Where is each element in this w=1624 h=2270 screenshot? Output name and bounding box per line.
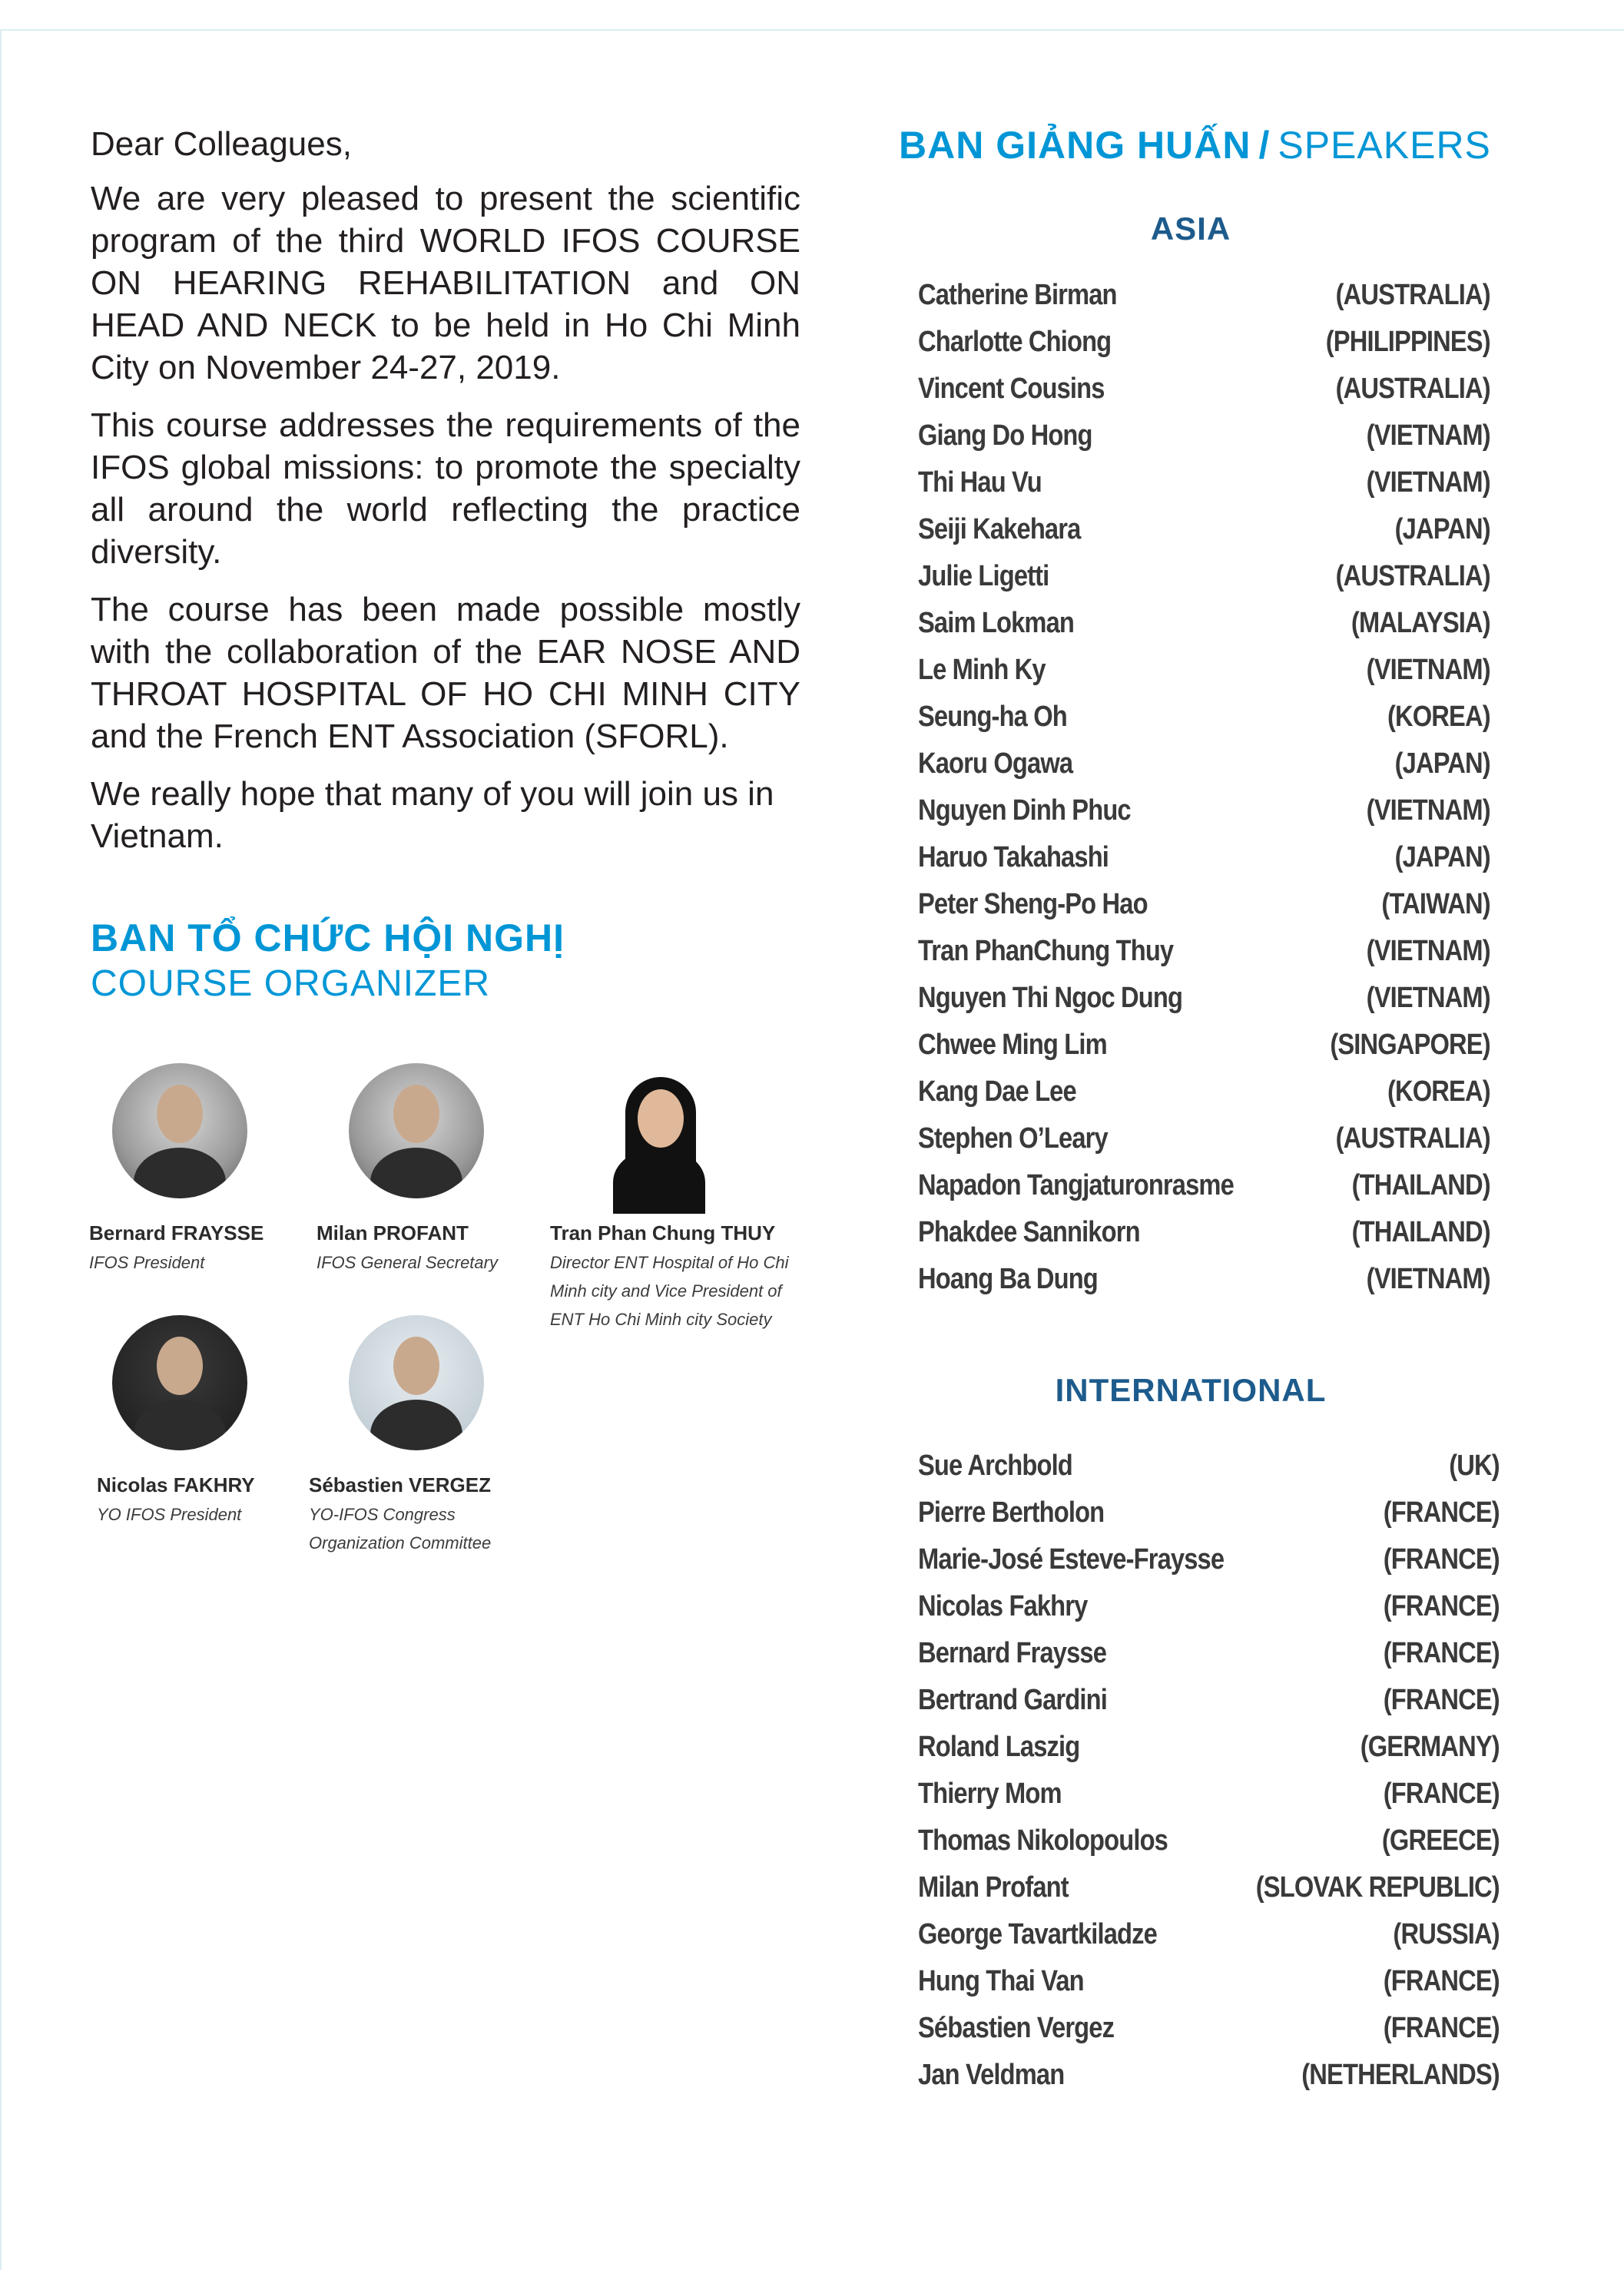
speaker-country: (VIETNAM) bbox=[1366, 466, 1490, 499]
speaker-country: (VIETNAM) bbox=[1366, 935, 1490, 967]
avatar bbox=[112, 1315, 247, 1450]
speaker-name: George Tavartkiladze bbox=[918, 1918, 1157, 1950]
avatar bbox=[349, 1063, 484, 1198]
speaker-country: (JAPAN) bbox=[1394, 747, 1490, 780]
speaker-country: (THAILAND) bbox=[1351, 1169, 1490, 1201]
speaker-name: Tran PhanChung Thuy bbox=[918, 935, 1174, 967]
speaker-country: (JAPAN) bbox=[1394, 841, 1490, 873]
speaker-country: (MALAYSIA) bbox=[1351, 607, 1490, 639]
organizer-name: Sébastien VERGEZ bbox=[309, 1473, 491, 1496]
speaker-name: Catherine Birman bbox=[918, 279, 1117, 311]
letter-paragraph: This course addresses the requirements of the IFOS global missions: to promote the specialty all around the world reflecting the practice diversity. bbox=[91, 406, 800, 571]
speaker-name: Julie Ligetti bbox=[918, 560, 1049, 592]
speaker-country: (FRANCE) bbox=[1383, 1778, 1500, 1810]
speaker-row bbox=[918, 413, 1490, 459]
speaker-country: (AUSTRALIA) bbox=[1335, 373, 1490, 405]
speaker-row bbox=[918, 600, 1490, 647]
speaker-row bbox=[918, 2005, 1500, 2052]
speakers-title-slash: / bbox=[1258, 124, 1271, 167]
speaker-row bbox=[918, 459, 1490, 506]
speaker-row bbox=[918, 1911, 1500, 1958]
speaker-country: (SINGAPORE) bbox=[1330, 1029, 1490, 1061]
organizer-role: Director ENT Hospital of Ho Chi Minh city and Vice President of ENT Ho Chi Minh city Society bbox=[550, 1253, 789, 1329]
speaker-row bbox=[918, 506, 1490, 553]
speaker-row bbox=[918, 1069, 1490, 1115]
speaker-row bbox=[918, 553, 1490, 600]
speaker-name: Seiji Kakehara bbox=[918, 513, 1081, 545]
speaker-name: Charlotte Chiong bbox=[918, 326, 1112, 358]
speaker-row bbox=[918, 272, 1490, 319]
speaker-row bbox=[918, 1443, 1500, 1490]
speaker-country: (TAIWAN) bbox=[1381, 888, 1490, 920]
speaker-row bbox=[918, 1958, 1500, 2005]
speaker-name: Bernard Fraysse bbox=[918, 1637, 1107, 1669]
speaker-name: Kaoru Ogawa bbox=[918, 747, 1073, 780]
speaker-row bbox=[918, 741, 1490, 787]
speaker-country: (KOREA) bbox=[1387, 1075, 1490, 1108]
speaker-row bbox=[918, 1724, 1500, 1771]
speaker-row bbox=[918, 694, 1490, 741]
letter-paragraph: The course has been made possible mostly with the collaboration of the EAR NOSE AND THROAT HOSPITAL OF HO CHI MINH CITY and the French ENT Association (SFORL). bbox=[91, 591, 800, 755]
speakers-title-vn: BAN GIẢNG HUẤN bbox=[899, 124, 1251, 167]
speaker-country: (VIETNAM) bbox=[1366, 982, 1490, 1014]
speaker-row bbox=[918, 881, 1490, 928]
speaker-country: (AUSTRALIA) bbox=[1335, 279, 1490, 311]
speaker-row bbox=[918, 1209, 1490, 1256]
speaker-list-asia bbox=[918, 272, 1583, 1303]
speaker-name: Saim Lokman bbox=[918, 607, 1075, 639]
speaker-name: Roland Laszig bbox=[918, 1731, 1080, 1763]
organizer-name: Milan PROFANT bbox=[317, 1221, 469, 1244]
speaker-country: (GREECE) bbox=[1381, 1824, 1500, 1857]
speaker-name: Kang Dae Lee bbox=[918, 1075, 1076, 1108]
speaker-country: (AUSTRALIA) bbox=[1335, 560, 1490, 592]
speaker-name: Napadon Tangjaturonrasme bbox=[918, 1169, 1234, 1201]
speaker-name: Vincent Cousins bbox=[918, 373, 1105, 405]
speaker-list-international bbox=[918, 1443, 1594, 2099]
speaker-country: (FRANCE) bbox=[1383, 1590, 1500, 1622]
speaker-country: (PHILIPPINES) bbox=[1325, 326, 1490, 358]
organizer-name: Nicolas FAKHRY bbox=[97, 1473, 255, 1496]
speaker-country: (SLOVAK REPUBLIC) bbox=[1255, 1871, 1500, 1904]
speakers-heading bbox=[899, 123, 1491, 167]
speaker-country: (UK) bbox=[1449, 1450, 1500, 1482]
speaker-row bbox=[918, 928, 1490, 975]
speaker-name: Thi Hau Vu bbox=[918, 466, 1042, 499]
organizer-card bbox=[550, 1063, 811, 1334]
speaker-row bbox=[918, 2052, 1500, 2099]
organizer-name: Bernard FRAYSSE bbox=[89, 1221, 264, 1244]
speaker-country: (FRANCE) bbox=[1383, 2012, 1500, 2044]
speaker-name: Hoang Ba Dung bbox=[918, 1263, 1098, 1295]
speaker-name: Nguyen Thi Ngoc Dung bbox=[918, 982, 1183, 1014]
speaker-row bbox=[918, 1818, 1500, 1864]
speaker-name: Thierry Mom bbox=[918, 1778, 1062, 1810]
letter-paragraph: We are very pleased to present the scientific program of the third WORLD IFOS COURSE ON HEARING REHABILITATION and ON HEAD AND NECK to be held in Ho Chi Minh City on November 24-27, 2019. bbox=[91, 180, 800, 386]
speaker-name: Pierre Bertholon bbox=[918, 1496, 1105, 1529]
speaker-row bbox=[918, 1677, 1500, 1724]
speaker-row bbox=[918, 1771, 1500, 1818]
speaker-name: Le Minh Ky bbox=[918, 654, 1046, 686]
organizer-role: YO-IFOS Congress Organization Committee bbox=[309, 1505, 492, 1553]
speaker-name: Hung Thai Van bbox=[918, 1965, 1084, 1997]
speaker-country: (VIETNAM) bbox=[1366, 654, 1490, 686]
organizer-name: Tran Phan Chung THUY bbox=[550, 1221, 776, 1244]
organizer-title-en: COURSE ORGANIZER bbox=[91, 963, 491, 1004]
speaker-country: (NETHERLANDS) bbox=[1301, 2059, 1500, 2091]
speaker-country: (VIETNAM) bbox=[1366, 794, 1490, 827]
speaker-row bbox=[918, 647, 1490, 694]
speaker-row bbox=[918, 975, 1490, 1022]
speaker-country: (FRANCE) bbox=[1383, 1637, 1500, 1669]
speaker-country: (GERMANY) bbox=[1360, 1731, 1500, 1763]
avatar bbox=[592, 1063, 730, 1214]
avatar bbox=[349, 1315, 484, 1450]
speaker-name: Sébastien Vergez bbox=[918, 2012, 1115, 2044]
speaker-row bbox=[918, 1115, 1490, 1162]
speaker-name: Nicolas Fakhry bbox=[918, 1590, 1088, 1622]
speaker-row bbox=[918, 834, 1490, 881]
speaker-country: (RUSSIA) bbox=[1393, 1918, 1500, 1950]
organizer-role: IFOS President bbox=[89, 1253, 205, 1272]
speaker-country: (KOREA) bbox=[1387, 701, 1490, 733]
speaker-country: (FRANCE) bbox=[1383, 1543, 1500, 1576]
region-title-international: INTERNATIONAL bbox=[1055, 1372, 1327, 1408]
speaker-country: (JAPAN) bbox=[1394, 513, 1490, 545]
speaker-name: Marie-José Esteve-Fraysse bbox=[918, 1543, 1225, 1576]
speaker-name: Jan Veldman bbox=[918, 2059, 1065, 2091]
letter-paragraph: We really hope that many of you will join us in Vietnam. bbox=[91, 775, 774, 855]
speaker-country: (VIETNAM) bbox=[1366, 419, 1490, 452]
speakers-title-en: SPEAKERS bbox=[1278, 124, 1491, 167]
region-title-asia: ASIA bbox=[1150, 210, 1231, 247]
speaker-name: Nguyen Dinh Phuc bbox=[918, 794, 1131, 827]
organizer-heading bbox=[91, 914, 782, 1006]
speaker-row bbox=[918, 1162, 1490, 1209]
speaker-name: Sue Archbold bbox=[918, 1450, 1072, 1482]
speaker-name: Chwee Ming Lim bbox=[918, 1029, 1107, 1061]
letter-greeting: Dear Colleagues, bbox=[91, 125, 352, 163]
speaker-row bbox=[918, 319, 1490, 366]
speaker-name: Milan Profant bbox=[918, 1871, 1069, 1904]
speaker-country: (FRANCE) bbox=[1383, 1684, 1500, 1716]
organizer-role: YO IFOS President bbox=[97, 1505, 242, 1524]
speaker-row bbox=[918, 1536, 1500, 1583]
speaker-row bbox=[918, 1490, 1500, 1536]
welcome-letter bbox=[91, 123, 800, 873]
speaker-name: Stephen O’Leary bbox=[918, 1122, 1108, 1155]
speaker-name: Haruo Takahashi bbox=[918, 841, 1109, 873]
speaker-country: (AUSTRALIA) bbox=[1335, 1122, 1490, 1155]
speaker-name: Phakdee Sannikorn bbox=[918, 1216, 1140, 1248]
speaker-country: (THAILAND) bbox=[1351, 1216, 1490, 1248]
organizer-card bbox=[317, 1063, 570, 1277]
speaker-name: Bertrand Gardini bbox=[918, 1684, 1107, 1716]
speaker-country: (FRANCE) bbox=[1383, 1965, 1500, 1997]
organizer-title-vn: BAN TỔ CHỨC HỘI NGHỊ bbox=[91, 916, 565, 959]
speaker-row bbox=[918, 1022, 1490, 1069]
speaker-row bbox=[918, 1256, 1490, 1303]
speaker-country: (VIETNAM) bbox=[1366, 1263, 1490, 1295]
speaker-row bbox=[918, 787, 1490, 834]
organizer-card bbox=[89, 1063, 343, 1277]
speaker-row bbox=[918, 366, 1490, 413]
speaker-country: (FRANCE) bbox=[1383, 1496, 1500, 1529]
speaker-row bbox=[918, 1864, 1500, 1911]
organizer-role: IFOS General Secretary bbox=[317, 1253, 498, 1272]
speaker-name: Seung-ha Oh bbox=[918, 701, 1067, 733]
organizer-card bbox=[309, 1315, 562, 1557]
speaker-row bbox=[918, 1630, 1500, 1677]
speaker-name: Peter Sheng-Po Hao bbox=[918, 888, 1148, 920]
speaker-row bbox=[918, 1583, 1500, 1630]
avatar bbox=[112, 1063, 247, 1198]
speaker-name: Thomas Nikolopoulos bbox=[918, 1824, 1168, 1857]
speaker-name: Giang Do Hong bbox=[918, 419, 1092, 452]
